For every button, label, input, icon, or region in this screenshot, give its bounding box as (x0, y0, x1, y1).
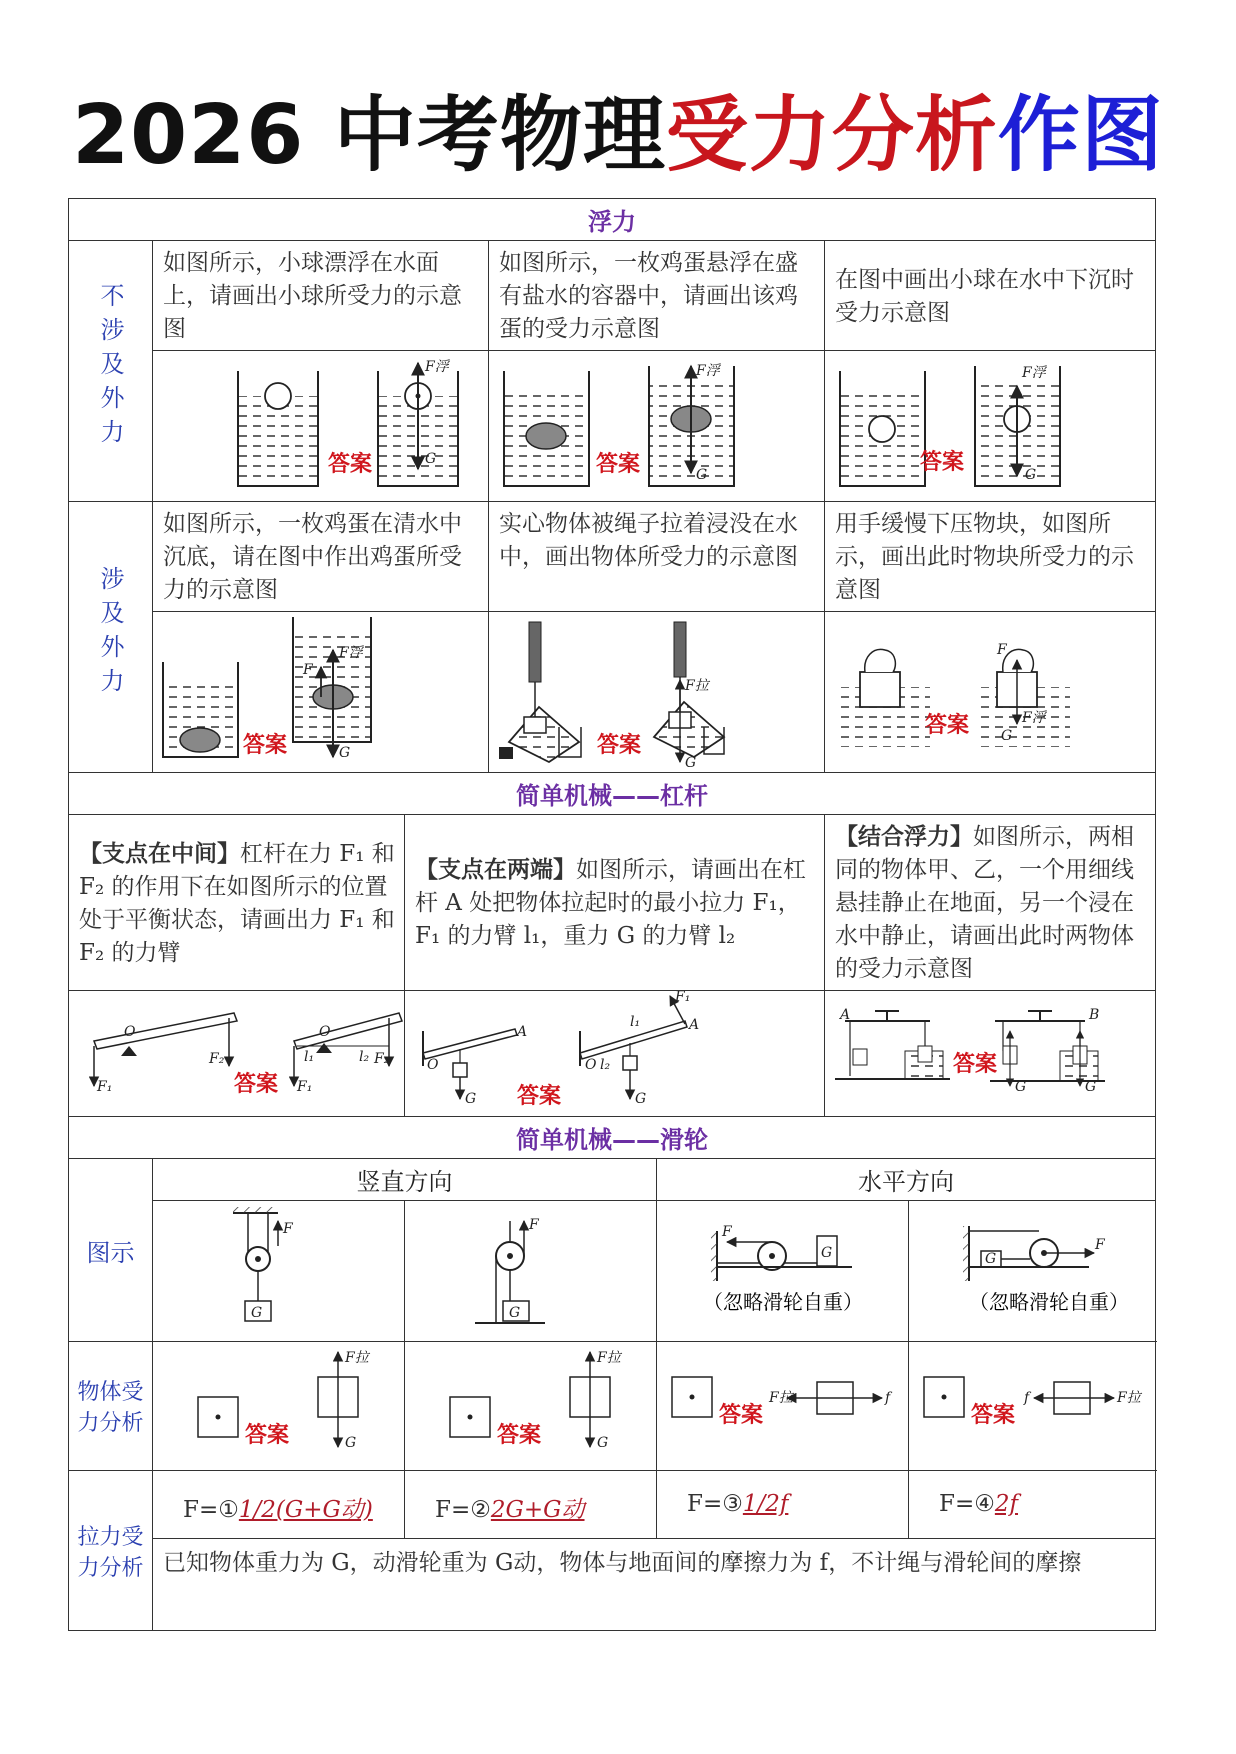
label-f-float: F浮 (1022, 365, 1046, 381)
label-g: G (509, 1305, 521, 1321)
figure-lever-end (405, 991, 825, 1117)
figure-pulley-vertical-2 (405, 1201, 657, 1342)
label-g: G (1085, 1079, 1097, 1095)
header-horizontal: 水平方向 (657, 1159, 1156, 1201)
label-f2: F₂ (209, 1051, 225, 1067)
label-l2: l₂ (359, 1049, 370, 1065)
label-f-pull: F拉 (1117, 1390, 1141, 1406)
pulley-bottom-note: 已知物体重力为 G，动滑轮重为 G动，物体与地面间的摩擦力为 f，不计绳与滑轮间的摩擦 (153, 1539, 1156, 1631)
label-g: G (251, 1305, 263, 1321)
answer-label: 答案 (719, 1403, 764, 1428)
title-part-1: 2026 中考物理 (72, 88, 666, 183)
row-label-pull: 拉力受力分析 (69, 1471, 153, 1631)
label-g: G (465, 1091, 477, 1107)
answer-label: 答案 (517, 1084, 562, 1109)
figure-pulley-horizontal-2 (909, 1201, 1156, 1342)
label-f1: F₁ (675, 991, 691, 1005)
question-lever-middle: 【支点在中间】杠杆在力 F₁ 和 F₂ 的作用下在如图所示的位置处于平衡状态，请画出力 F₁ 和 F₂ 的力臂 (69, 815, 405, 991)
side-label-no-external: 不涉及外力 (69, 241, 153, 502)
label-g: G (345, 1435, 357, 1451)
answer-label: 答案 (234, 1072, 279, 1097)
answer-label: 答案 (597, 733, 642, 758)
figure-object-force-4 (909, 1342, 1156, 1471)
label-friction: f (885, 1390, 891, 1406)
label-l2: l₂ (600, 1057, 611, 1073)
figure-object-force-1 (153, 1342, 405, 1471)
formula-1: F=①1/2(G+G动) (153, 1471, 405, 1539)
formula-4: F=④2f (909, 1471, 1156, 1539)
label-g: G (1025, 467, 1037, 483)
label-g: G (821, 1245, 833, 1261)
question-floating-ball: 如图所示，小球漂浮在水面上，请画出小球所受力的示意图 (153, 241, 489, 351)
label-f1: F₁ (297, 1079, 313, 1095)
figure-sinking-ball (825, 351, 1156, 502)
answer-label: 答案 (971, 1403, 1016, 1428)
note-ignore-weight: （忽略滑轮自重） (969, 1290, 1129, 1314)
label-a: A (840, 1007, 851, 1023)
answer-label: 答案 (243, 733, 288, 758)
figure-hand-press (825, 612, 1156, 773)
label-g: G (985, 1251, 997, 1267)
label-f1: F₁ (97, 1079, 113, 1095)
label-g: G (635, 1091, 647, 1107)
label-g: G (425, 451, 437, 467)
figure-object-force-2 (405, 1342, 657, 1471)
label-f: F (529, 1217, 539, 1233)
label-f: F (283, 1221, 293, 1237)
figure-lever-buoyancy (825, 991, 1156, 1117)
label-g: G (1001, 728, 1013, 744)
title-part-3: 作图 (997, 88, 1164, 183)
label-f-pull: F拉 (685, 678, 709, 694)
label-l1: l₁ (630, 1014, 641, 1030)
figure-pulley-horizontal-1 (657, 1201, 909, 1342)
label-f: F (303, 662, 313, 678)
question-hand-press: 用手缓慢下压物块，如图所示，画出此时物块所受力的示意图 (825, 502, 1156, 612)
question-sinking-ball: 在图中画出小球在水中下沉时受力示意图 (825, 241, 1156, 351)
answer-label: 答案 (328, 452, 373, 477)
label-g: G (696, 467, 708, 483)
figure-pulley-movable (153, 1201, 405, 1342)
label-f: F (997, 642, 1007, 658)
answer-label: 答案 (596, 452, 641, 477)
question-suspended-egg: 如图所示，一枚鸡蛋悬浮在盛有盐水的容器中，请画出该鸡蛋的受力示意图 (489, 241, 825, 351)
label-friction: f (1024, 1390, 1030, 1406)
label-g: G (597, 1435, 609, 1451)
figure-rope-object (489, 612, 825, 773)
figure-suspended-egg (489, 351, 825, 502)
label-o: O (124, 1024, 136, 1040)
row-label-figure: 图示 (69, 1159, 153, 1342)
row-label-object: 物体受力分析 (69, 1342, 153, 1471)
answer-label: 答案 (920, 450, 965, 475)
main-table (68, 198, 1156, 1631)
label-f-float: F浮 (339, 645, 363, 661)
title-part-2: 受力分析 (665, 88, 998, 183)
answer-label: 答案 (925, 713, 970, 738)
label-f: F (1095, 1237, 1105, 1253)
answer-label: 答案 (497, 1423, 542, 1448)
label-f-float: F浮 (696, 363, 720, 379)
label-a: A (689, 1017, 700, 1033)
label-a: A (517, 1024, 528, 1040)
label-o: O (585, 1057, 597, 1073)
question-rope-object: 实心物体被绳子拉着浸没在水中，画出物体所受力的示意图 (489, 502, 825, 612)
section-pulley: 简单机械——滑轮 (69, 1117, 1156, 1159)
label-g: G (685, 755, 697, 771)
label-f-pull: F拉 (769, 1390, 793, 1406)
label-f2: F₂ (374, 1051, 390, 1067)
label-l1: l₁ (304, 1049, 315, 1065)
figure-floating-ball (153, 351, 489, 502)
label-f-pull: F拉 (597, 1350, 621, 1366)
side-label-external: 涉及外力 (69, 502, 153, 773)
label-f-float: F浮 (425, 359, 449, 375)
question-egg-bottom: 如图所示，一枚鸡蛋在清水中沉底，请在图中作出鸡蛋所受力的示意图 (153, 502, 489, 612)
figure-egg-bottom (153, 612, 489, 773)
label-f-float: F浮 (1022, 710, 1046, 726)
label-o: O (319, 1024, 331, 1040)
label-o: O (427, 1057, 439, 1073)
section-buoyancy: 浮力 (69, 199, 1156, 241)
label-f-pull: F拉 (345, 1350, 369, 1366)
label-b: B (1089, 1007, 1100, 1023)
figure-object-force-3 (657, 1342, 909, 1471)
note-ignore-weight: （忽略滑轮自重） (703, 1290, 863, 1314)
answer-label: 答案 (953, 1052, 998, 1077)
formula-2: F=②2G+G动 (405, 1471, 657, 1539)
figure-lever-middle (69, 991, 405, 1117)
formula-3: F=③1/2f (657, 1471, 909, 1539)
section-lever: 简单机械——杠杆 (69, 773, 1156, 815)
label-g: G (339, 745, 351, 761)
answer-label: 答案 (245, 1423, 290, 1448)
page-title (0, 86, 1236, 186)
label-f: F (722, 1224, 732, 1240)
question-lever-end: 【支点在两端】如图所示，请画出在杠杆 A 处把物体拉起时的最小拉力 F₁，F₁ 的力臂 l₁，重力 G 的力臂 l₂ (405, 815, 825, 991)
question-lever-buoyancy: 【结合浮力】如图所示，两相同的物体甲、乙，一个用细线悬挂静止在地面，另一个浸在水中静止，请画出此时两物体的受力示意图 (825, 815, 1156, 991)
label-g: G (1015, 1079, 1027, 1095)
header-vertical: 竖直方向 (153, 1159, 657, 1201)
